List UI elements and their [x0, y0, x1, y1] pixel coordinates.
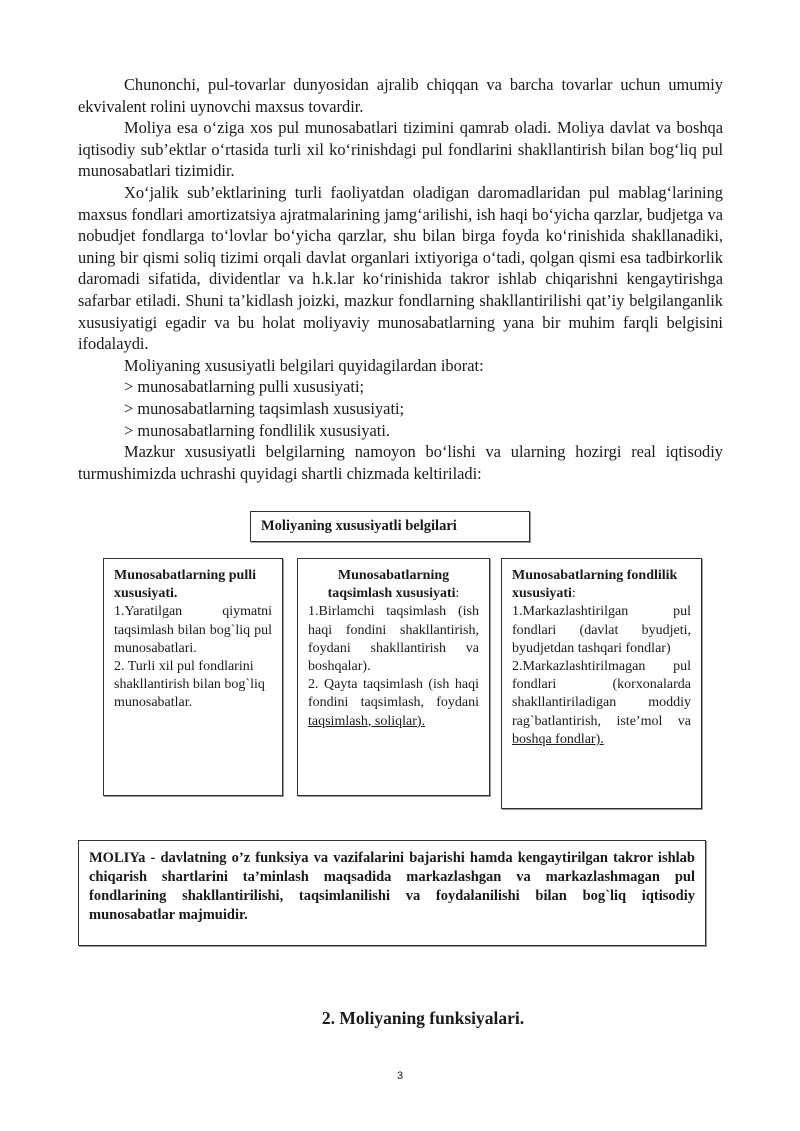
feature-item-text: 2.Markazlashtirilmagan pul fondlari (korxonalarda shakllantiriladigan moddiy rag`batlantirish, iste’mol va	[512, 659, 691, 729]
feature-title-suffix: :	[455, 586, 460, 602]
paragraph: Xo‘jalik sub’ektlarining turli faoliyatdan oladigan daromadlaridan pul mablag‘larining maxsus fondlari amortizatsiya ajratmalarining jamg‘arilishi, ish haqi bo‘yicha qarzlar, budjetga va nobudjet fondlarga to‘lovlar bo‘yicha qarzlar, shu bilan birga foyda ko‘rinishida shakllanadiki, uning bir qismi soliq tizimi orqali davlat organlari ixtiyoriga o‘tadi, qolgan qismi esa tadbirkorlik daromadi sifatida, dividentlar va h.k.lar ko‘rinishida takror ishlab chiqarishni kengaytirishga safarbar etiladi. Shuni ta’kidlash joizki, mazkur fondlarning shakllantirilishi qat’iy belgilanganlik xususiyatigi egadir va bu holat moliyaviy munosabatlarning yana bir muhim farqli belgisini ifodalaydi.	[78, 182, 723, 354]
feature-box-fund	[501, 558, 702, 809]
feature-item	[308, 676, 479, 731]
definition-text: MOLIYa - davlatning o’z funksiya va vazifalarini bajarishi hamda kengaytirilgan takror ishlab chiqarish shartlarini ta’minlash maqsadida markazlashgan va markazlashmagan pul fondlarining shakllantirilishi, taqsimlanilishi va foydalanilishi bilan bog`liq iqtisodiy munosabatlar majmuidir.	[89, 850, 695, 923]
list-item: > munosabatlarning pulli xususiyati;	[124, 377, 365, 397]
definition-box	[78, 840, 706, 946]
section-heading: 2. Moliyaning funksiyalari.	[321, 1008, 525, 1028]
paragraph: Moliyaning xususiyatli belgilari quyidagilardan iborat:	[124, 355, 484, 375]
page-number: 3	[396, 1070, 404, 1082]
feature-item: 1.Birlamchi taqsimlash (ish haqi fondini shakllantirish, foydani shakllantirish va boshqalar).	[308, 604, 479, 675]
feature-item	[512, 658, 691, 749]
paragraph: Mazkur xususiyatli belgilarning namoyon bo‘lishi va ularning hozirgi real iqtisodiy turmushimizda uchrashi quyidagi shartli chizmada keltiriladi:	[78, 442, 723, 483]
feature-title: Munosabatlarning pulli xususiyati.	[114, 568, 256, 602]
feature-item: 1.Markazlashtirilgan pul fondlari (davlat byudjeti, byudjetdan tashqari fondlar)	[512, 604, 691, 656]
diagram-title: Moliyaning xususiyatli belgilari	[261, 518, 457, 534]
list-item: > munosabatlarning taqsimlash xususiyati;	[124, 398, 405, 418]
feature-item: 2. Turli xil pul fondlarini shakllantirish bilan bog`liq munosabatlar.	[114, 659, 265, 711]
feature-item-text: 2. Qayta taqsimlash (ish haqi fondini taqsimlash, foydani	[308, 677, 479, 711]
feature-item-underlined: boshqa fondlar).	[512, 731, 604, 747]
feature-title	[308, 567, 479, 603]
feature-box-distribution	[297, 558, 490, 796]
feature-title-text: Munosabatlarning fondlilik xususiyati	[512, 568, 678, 602]
feature-title-suffix: :	[571, 586, 576, 602]
list-item: > munosabatlarning fondlilik xususiyati.	[124, 420, 391, 440]
feature-item: 1.Yaratilgan qiymatni taqsimlash bilan bog`liq pul munosabatlari.	[114, 604, 272, 656]
feature-title	[512, 567, 691, 603]
paragraph: Chunonchi, pul-tovarlar dunyosidan ajralib chiqqan va barcha tovarlar uchun umumiy ekvivalent rolini uynovchi maxsus tovardir.	[78, 75, 723, 116]
paragraph: Moliya esa o‘ziga xos pul munosabatlari tizimini qamrab oladi. Moliya davlat va boshqa iqtisodiy sub’ektlar o‘rtasida turli xil ko‘rinishdagi pul fondlarini shakllantirish bilan bog‘liq pul munosabatlari tizimidir.	[78, 118, 723, 181]
feature-title-text: Munosabatlarning taqsimlash xususiyati	[327, 568, 456, 602]
diagram-title-box	[250, 511, 530, 542]
feature-item-underlined: taqsimlash, soliqlar).	[308, 713, 426, 729]
feature-box-monetary	[103, 558, 283, 796]
body-text	[78, 74, 723, 484]
